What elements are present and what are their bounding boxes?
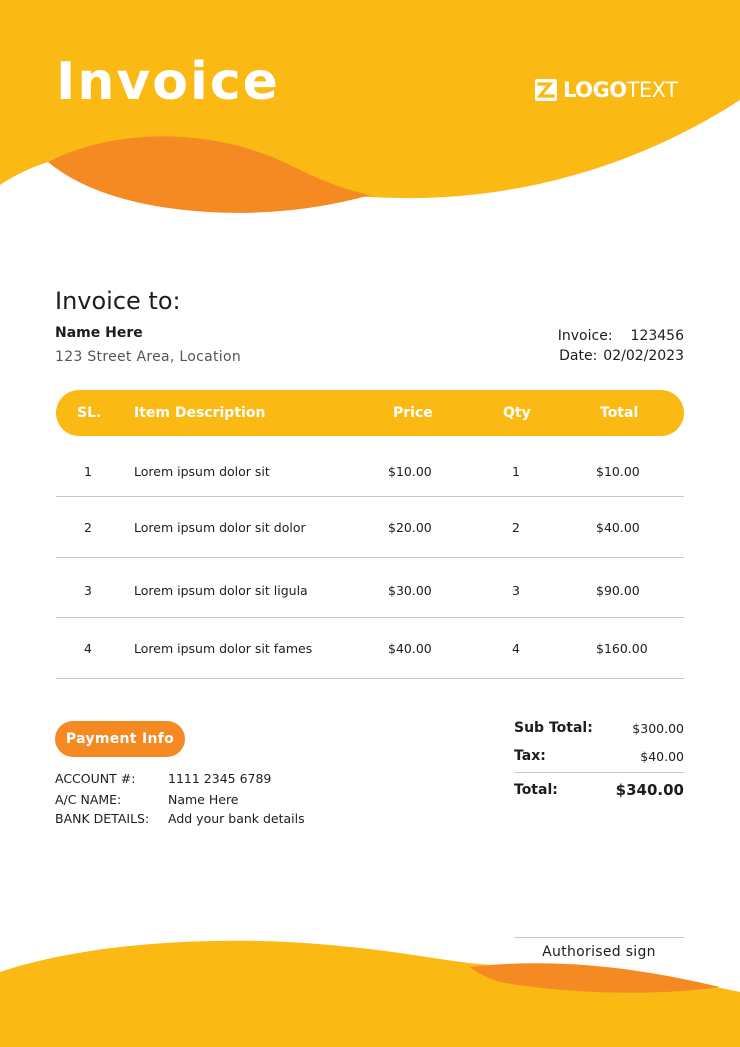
invoice-number-value: 123456 [630, 328, 684, 344]
company-logo [535, 79, 678, 101]
payment-field-label: BANK DETAILS: [55, 811, 150, 826]
payment-field-label: ACCOUNT #: [55, 771, 136, 786]
tax-value: $40.00 [640, 749, 684, 764]
row-qty: 1 [512, 464, 520, 479]
payment-field-value: Name Here [168, 792, 239, 807]
totals-divider [514, 772, 684, 773]
invoice-date-row [559, 348, 684, 364]
row-total: $160.00 [596, 641, 648, 656]
row-total: $40.00 [596, 520, 640, 535]
footer-wave-decoration [0, 937, 740, 1047]
row-description: Lorem ipsum dolor sit dolor [134, 520, 306, 535]
row-sl: 1 [84, 464, 92, 479]
payment-field-label: A/C NAME: [55, 792, 122, 807]
signature-label: Authorised sign [542, 944, 656, 960]
row-total: $90.00 [596, 583, 640, 598]
invoice-number-row [558, 328, 684, 344]
total-label: Total: [514, 782, 558, 798]
invoice-title: Invoice [56, 52, 280, 112]
subtotal-value: $300.00 [632, 721, 684, 736]
payment-field-value: Add your bank details [168, 811, 305, 826]
invoice-to-heading: Invoice to: [55, 287, 181, 315]
payment-info-badge: Payment Info [55, 721, 185, 757]
column-header-price: Price [393, 405, 433, 421]
invoice-date-label: Date: [559, 348, 598, 364]
row-qty: 3 [512, 583, 520, 598]
row-description: Lorem ipsum dolor sit ligula [134, 583, 308, 598]
row-qty: 2 [512, 520, 520, 535]
column-header-description: Item Description [134, 405, 266, 421]
invoice-date-value: 02/02/2023 [603, 348, 684, 364]
row-description: Lorem ipsum dolor sit [134, 464, 270, 479]
header-wave-decoration [0, 0, 740, 230]
client-name: Name Here [55, 325, 143, 341]
row-description: Lorem ipsum dolor sit fames [134, 641, 313, 656]
column-header-sl: SL. [77, 405, 102, 421]
payment-field-value: 1111 2345 6789 [168, 771, 272, 786]
row-price: $20.00 [388, 520, 432, 535]
row-divider [56, 496, 684, 497]
column-header-total: Total [600, 405, 639, 421]
row-sl: 4 [84, 641, 92, 656]
row-sl: 3 [84, 583, 92, 598]
tax-label: Tax: [514, 748, 546, 764]
row-total: $10.00 [596, 464, 640, 479]
row-divider [56, 617, 684, 618]
column-header-qty: Qty [503, 405, 531, 421]
row-price: $10.00 [388, 464, 432, 479]
logo-text-light: TEXT [626, 77, 678, 102]
row-price: $40.00 [388, 641, 432, 656]
z-logo-icon [535, 79, 557, 101]
row-sl: 2 [84, 520, 92, 535]
row-divider [56, 557, 684, 558]
invoice-number-label: Invoice: [557, 328, 613, 344]
subtotal-label: Sub Total: [514, 720, 593, 736]
row-divider [56, 678, 684, 679]
total-value: $340.00 [615, 781, 684, 799]
client-address: 123 Street Area, Location [55, 349, 241, 365]
row-price: $30.00 [388, 583, 432, 598]
row-qty: 4 [512, 641, 520, 656]
logo-text-bold: LOGO [563, 77, 627, 102]
items-table-header [56, 390, 684, 436]
